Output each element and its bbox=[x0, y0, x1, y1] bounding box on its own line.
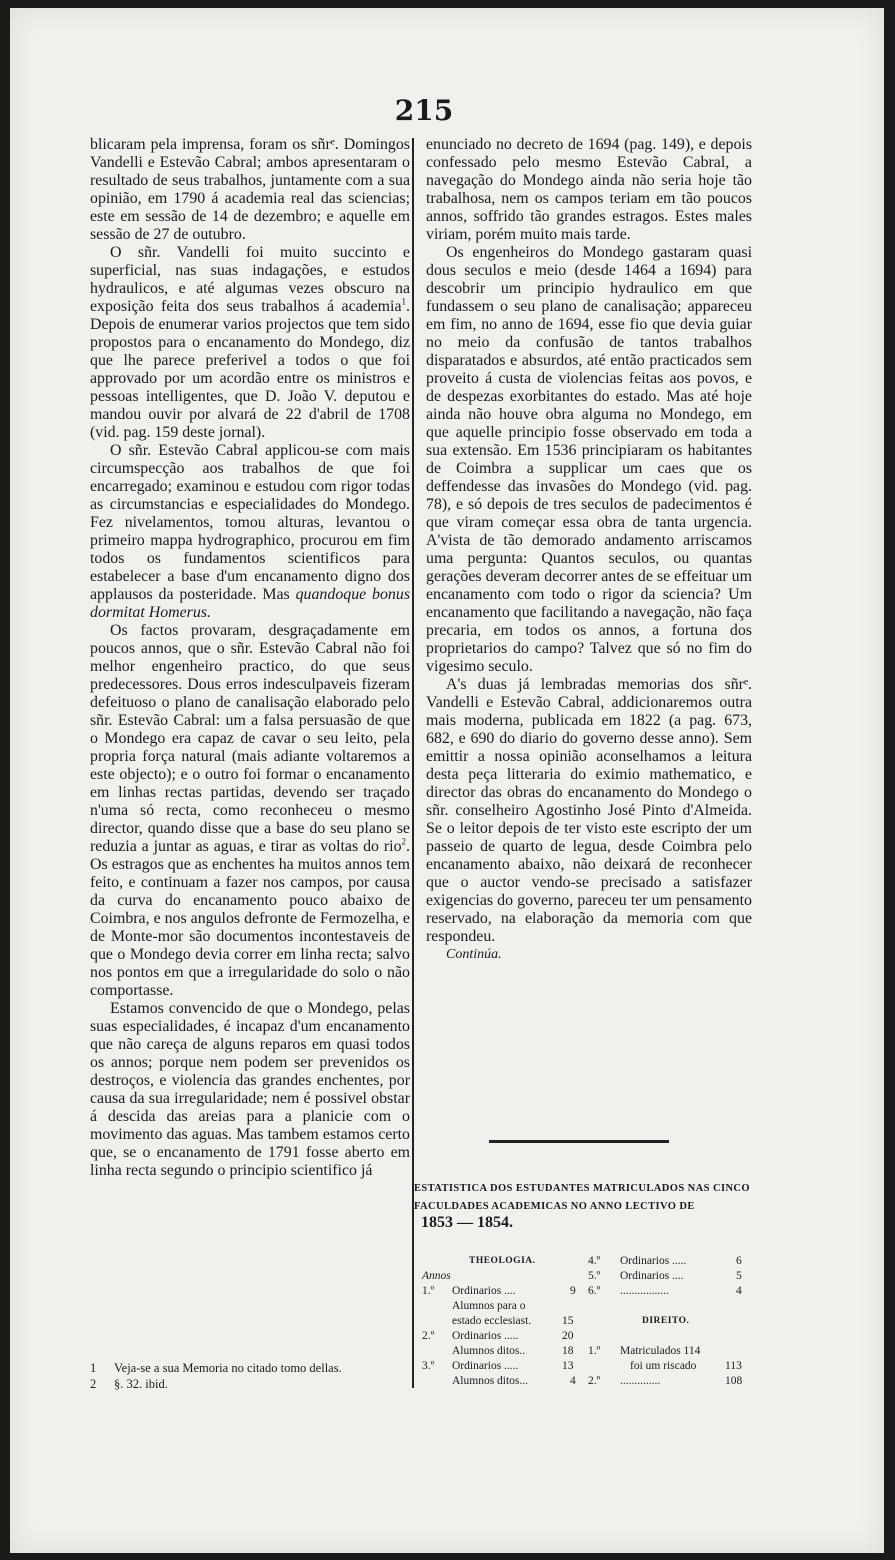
footnote: 1 Veja-se a sua Memoria no citado tomo dellas. bbox=[90, 1361, 342, 1375]
paragraph: Os engenheiros do Mondego gastaram quasi dous seculos e meio (desde 1464 a 1694) para descobrir um principio hydraulico em que fundassem o seu plano de canalisação; appareceu em fim, no anno de 1694, esse fio que devia guiar no meio da confusão de tantos trabalhos disparatados e absurdos, até então practicados sem proveito á custa de violencias feitas aos povos, e de despezas exorbitantes do estado. Mas até hoje ainda não houve obra alguma no Mondego, em que aquelle principio fosse observado em toda a sua extensão. Em 1536 principiaram os habitantes de Coimbra a supplicar um caes que os deffendesse das invasões do Mondego (vid. pag. 78), e só depois de tres seculos de padecimentos é que viram começar essa obra de tanta urgencia. A'vista de tão demorado andamento arriscamos uma pergunta: Quantos seculos, ou quantas gerações deveram decorrer antes de se effeituar um encanamento com todo o rigor da sciencia? Um encanamento que facilitando a navegação, não faça precaria, em todos os annos, a fortuna dos proprietarios do campo? Talvez que só no fim do vigesimo seculo. bbox=[426, 244, 753, 675]
page-number: 215 bbox=[394, 94, 454, 127]
page-sheet: 215 blicaram pela imprensa, foram os sñrᵉ. Domingos Vandelli e Estevão Cabral; ambos apresentaram o resultado de seus trabalhos, juntamente com a sua opinião, em 1790 á academia real das sciencias; este em sessão de 14 de dezembro; e aquelle em sessão de 27 de outubro. O sñr. Vandelli foi muito succinto e superficial, nas suas indagações, e estudos hydraulicos, e até algumas vezes obscuro na exposição feita dos seus trabalhos á academia$^1$. Depois de enumerar varios projectos que tem sido propostos para o encanamento do Mondego, diz que lhe parece preferivel a todos o que foi approvado por um acordão entre os ministros e pessoas intelligentes, que D. João V. deputou e mandou ouvir por alvará de 22 d'abril de 1708 (vid. pag. 159 deste jornal). O sñr. Estevão Cabral applicou-se com mais circumspecção aos trabalhos de que foi encarregado; examinou e estudou com rigor todas as circumstancias e especialidades do Mondego. Fez nivelamentos, tomou alturas, levantou o primeiro mappa hydrographico, procurou em fim todos os fundamentos scientificos para estabelecer a base d'um encanamento digno dos applausos da posteridade. Mas quandoque bonus dormitat Homerus. Os factos provaram, desgraçadamente em poucos annos, que o sñr. Estevão Cabral não foi melhor engenheiro practico, do que seus predecessores. Dous erros indesculpaveis fizeram defeituoso o plano de canalisação elaborado pelo sñr. Estevão Cabral: um a falsa persuasão de que o Mondego era capaz de cavar o seu leito, pela propria força natural (mais adiante voltaremos a este objecto); e o outro foi formar o encanamento em linhas rectas partidas, devendo ser traçado n'uma só recta, como reconheceu o mesmo director, quando disse que a base do seu plano se reduzia a juntar as aguas, e tirar as voltas do rio$^2$. Os estragos que as enchentes ha muitos annos tem feito, e continuam a fazer nos campos, por causa da curva do encanamento pouco abaixo de Coimbra, e nos angulos defronte de Fermozelha, e de Monte-mor são documentos incontestaveis de que o Mondego devia correr em linha recta; salvo nos pontos em que a irregularidade do solo o não comportasse. Estamos convencido de que o Mondego, pelas suas especialidades, é incapaz d'um encanamento que não careça de alguns reparos em quasi todos os annos; porque nem podem ser prevenidos os destroços, e violencia das grandes enchentes, por causa da sua irregularidade; nem é possivel obstar á descida das areias para a planicie com o movimento das aguas. Mas tambem estamos certo que, se o encanamento de 1791 fosse aberto em linha recta segundo o principio scientifico já 1 Veja-se a sua Memoria no citado tomo dellas. 2 §. 32. ibid. enunciado no decreto de 1694 (pag. 149), e depois confessado pelo mesmo Estevão Cabral, a navegação do Mondego ainda não seria hoje tão trabalhosa, nem os campos teriam em tão poucos annos, soffrido tão grandes estragos. Estes males viriam, porém muito mais tarde. Os engenheiros do Mondego gastaram quasi dous seculos e meio (desde 1464 a 1694) para descobrir um principio hydraulico em que fundassem o seu plano de canalisação; appareceu em fim, no anno de 1694, esse fio que devia guiar no meio da confusão de tantos trabalhos disparatados e absurdos, até então practicados sem proveito á custa de violencias feitas aos povos, e de despezas exorbitantes do estado. Mas até hoje ainda não houve obra alguma no Mondego, em que aquelle principio fosse observado em toda a sua extensão. Em 1536 principiaram os habitantes de Coimbra a supplicar um caes que os deffendesse das invasões do Mondego (vid. pag. 78), e só depois de tres seculos de padecimentos é que viram começar essa obra de tanta urgencia. A'vista de tão demorado andamento arriscamos uma pergunta: Quantos seculos, ou quantas gerações deveram decorrer antes de se effeituar um encanamento com todo o rigor da sciencia? Um encanamento que facilitando a navegação, não faça precaria, em todos os annos, a fortuna dos proprietarios do campo? Talvez que só no fim do vigesimo seculo. A's duas já lembradas memorias dos sñrᵉ. Vandelli e Estevão Cabral, addicionaremos outra mais moderna, publicada em 1822 (a pag. 673, 682, e 690 do diario do governo desse anno). Sem emittir a nossa opinião aconselhamos a leitura desta peça litteraria do eximio mathematico, e director das obras do encanamento do Mondego o sñr. conselheiro Agostinho José Pinto d'Almeida. Se o leitor depois de ter visto este escripto der um passeio de quarto de legua, desde Coimbra pelo encanamento abaixo, não deixará de reconhecer que o auctor vendo-se precisado a satisfazer exigencias do governo, pareceu ter um pensamento reservado, na elaboração da memoria com que respondeu. Continúa. ESTATISTICA DOS ESTUDANTES MATRICULADOS NAS CINCO FACULDADES ACADEMICAS NO ANNO LECTIVO DE 1853 — 1854. THEOLOGIA. 4.º Ordinarios ..... 6 Annos 5.º Ordinarios .... 5 1.º Ordinarios .... 9 6.º ................. 4 Alumnos para o estado ecclesiast. 15 DIREITO. 2.º Ordinarios ..... 20 Alumnos ditos.. 18 1.º Matriculados 114 3.º Ordinarios ..... 13 foi um riscado 113 Alumnos ditos... 4 2.º .............. 108 bbox=[10, 8, 884, 1553]
paragraph: Os factos provaram, desgraçadamente em poucos annos, que o sñr. Estevão Cabral não foi melhor engenheiro practico, do que seus predecessores. Dous erros indesculpaveis fizeram defeituoso o plano de canalisação elaborado pelo sñr. Estevão Cabral: um a falsa persuasão de que o Mondego era capaz de cavar o seu leito, pela propria força natural (mais adiante voltaremos a este objecto); e o outro foi formar o encanamento em linhas rectas partidas, devendo ser traçado n'uma só recta, como reconheceu o mesmo director, quando disse que a base do seu plano se reduzia a juntar as aguas, e tirar as voltas do rio$^2$. Os estragos que as enchentes ha muitos annos tem feito, e continuam a fazer nos campos, por causa da curva do encanamento pouco abaixo de Coimbra, e nos angulos defronte de Fermozelha, e de Monte-mor são documentos incontestaveis de que o Mondego devia correr em linha recta; salvo nos pontos em que a irregularidade do solo o não comportasse. bbox=[90, 622, 410, 999]
statistics-title: ESTATISTICA DOS ESTUDANTES MATRICULADOS NAS CINCO FACULDADES ACADEMICAS NO ANNO LECTIVO DE bbox=[414, 1183, 750, 1212]
footnote: 2 §. 32. ibid. bbox=[90, 1377, 168, 1391]
table-row: Alumnos ditos... 4 2.º .............. 108 bbox=[452, 1375, 743, 1387]
paragraph: blicaram pela imprensa, foram os sñrᵉ. Domingos Vandelli e Estevão Cabral; ambos apresentaram o resultado de seus trabalhos, juntamente com a sua opinião, em 1790 á academia real das sciencias; este em sessão de 14 de dezembro; e aquelle em sessão de 27 de outubro. bbox=[90, 136, 410, 243]
table-row: 1.º Ordinarios .... 9 6.º ................. 4 bbox=[422, 1285, 742, 1297]
paragraph: O sñr. Estevão Cabral applicou-se com mais circumspecção aos trabalhos de que foi encarregado; examinou e estudou com rigor todas as circumstancias e especialidades do Mondego. Fez nivelamentos, tomou alturas, levantou o primeiro mappa hydrographico, procurou em fim todos os fundamentos scientificos para estabelecer a base d'um encanamento digno dos applausos da posteridade. Mas quandoque bonus dormitat Homerus. bbox=[90, 442, 411, 621]
section-divider bbox=[489, 1140, 669, 1143]
footnote-ref: 1 bbox=[401, 296, 407, 307]
table-row: Alumnos ditos.. 18 1.º Matriculados 114 bbox=[452, 1345, 701, 1357]
section-heading-direito: DIREITO. bbox=[642, 1316, 690, 1326]
table-row: estado ecclesiast. 15 DIREITO. bbox=[452, 1315, 690, 1327]
table-row: Alumnos para o bbox=[452, 1300, 526, 1312]
footnotes bbox=[90, 1360, 410, 1392]
table-row: 2.º Ordinarios ..... 20 bbox=[422, 1330, 574, 1342]
right-column bbox=[426, 136, 752, 964]
statistics-years: 1853 — 1854. bbox=[421, 1214, 513, 1231]
paragraph: Estamos convencido de que o Mondego, pelas suas especialidades, é incapaz d'um encanamento que não careça de alguns reparos em quasi todos os annos; porque nem podem ser prevenidos os destroços, e violencia das grandes enchentes, por causa da sua irregularidade; nem é possivel obstar á descida das areias para a planicie com o movimento das aguas. Mas tambem estamos certo que, se o encanamento de 1791 fosse aberto em linha recta segundo o principio scientifico já bbox=[90, 1000, 410, 1179]
paragraph: O sñr. Vandelli foi muito succinto e superficial, nas suas indagações, e estudos hydraulicos, e até algumas vezes obscuro na exposição feita dos seus trabalhos á academia$^1$. Depois de enumerar varios projectos que tem sido propostos para o encanamento do Mondego, diz que lhe parece preferivel a todos o que foi approvado por um acordão entre os ministros e pessoas intelligentes, que D. João V. deputou e mandou ouvir por alvará de 22 d'abril de 1708 (vid. pag. 159 deste jornal). bbox=[90, 244, 410, 441]
paragraph: A's duas já lembradas memorias dos sñrᵉ. Vandelli e Estevão Cabral, addicionaremos outra mais moderna, publicada em 1822 (a pag. 673, 682, e 690 do diario do governo desse anno). Sem emittir a nossa opinião aconselhamos a leitura desta peça litteraria do eximio mathematico, e director das obras do encanamento do Mondego o sñr. conselheiro Agostinho José Pinto d'Almeida. Se o leitor depois de ter visto este escripto der um passeio de quarto de legua, desde Coimbra pelo encanamento abaixo, não deixará de reconhecer que o auctor vendo-se precisado a satisfazer exigencias do governo, pareceu ter um pensamento reservado, na elaboração da memoria com que respondeu. bbox=[426, 676, 752, 945]
latin-quote: quandoque bonus dormitat Homerus. bbox=[90, 586, 411, 621]
footnote-ref: 2 bbox=[401, 836, 407, 847]
continua-note: Continúa. bbox=[446, 947, 502, 962]
section-heading-theologia: THEOLOGIA. bbox=[469, 1256, 536, 1266]
left-column bbox=[90, 136, 410, 1180]
table-row: 3.º Ordinarios ..... 13 foi um riscado 113 bbox=[422, 1360, 742, 1372]
paragraph: enunciado no decreto de 1694 (pag. 149), e depois confessado pelo mesmo Estevão Cabral, a navegação do Mondego ainda não seria hoje tão trabalhosa, nem os campos teriam em tão poucos annos, soffrido tão grandes estragos. Estes males viriam, porém muito mais tarde. bbox=[426, 136, 752, 243]
